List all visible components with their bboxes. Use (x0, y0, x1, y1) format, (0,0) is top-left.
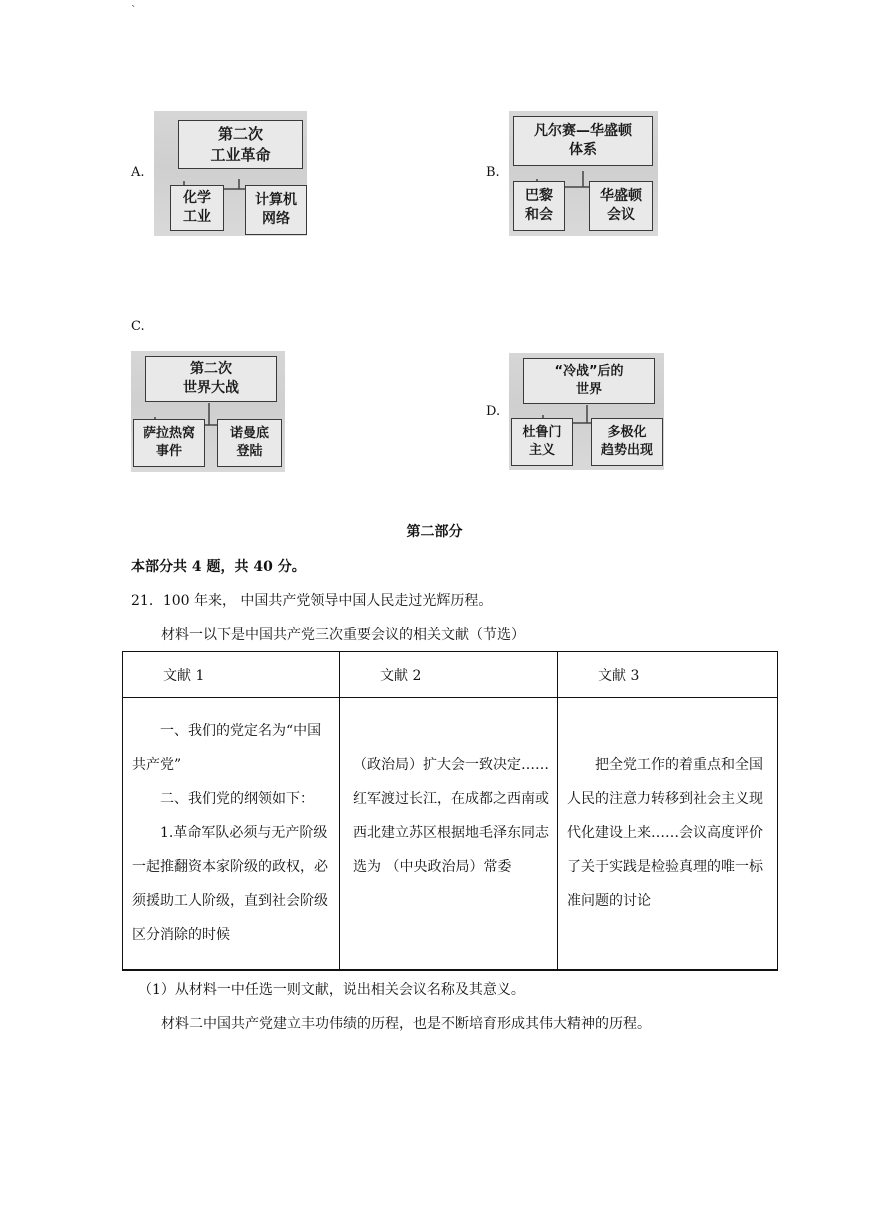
option-b-label: B. (486, 165, 500, 180)
doc-3-cell (558, 698, 778, 971)
top-box: “冷战”后的 世界 (523, 358, 655, 404)
top-box: 凡尔赛—华盛顿 体系 (513, 116, 653, 166)
header-cell: 文献 1 (123, 652, 340, 698)
doc-1-para-3: 1.革命军队必须与无产阶级一起推翻资本家阶级的政权，必须援助工人阶级，直到社会阶级区分消除的时候 (132, 825, 328, 943)
table-header-row (123, 652, 778, 698)
top-box: 第二次 世界大战 (145, 356, 277, 402)
doc-1-cell (123, 698, 340, 971)
option-c-diagram (131, 351, 285, 472)
left-box: 化学 工业 (170, 185, 224, 231)
top-box: 第二次 工业革命 (178, 120, 303, 169)
right-box: 计算机 网络 (245, 185, 307, 235)
question-21-stem: 21．100 年来， 中国共产党领导中国人民走过光辉历程。 (131, 593, 493, 609)
right-box: 多极化 趋势出现 (591, 418, 663, 466)
doc-2-cell (340, 698, 558, 971)
table-body-row (123, 698, 778, 971)
doc-3-text: 把全党工作的着重点和全国人民的注意力转移到社会主义现代化建设上来……会议高度评价了关于实践是检验真理的唯一标准问题的讨论 (567, 757, 763, 909)
material-1-intro: 材料一以下是中国共产党三次重要会议的相关文献（节选） (161, 627, 525, 643)
option-c-label: C. (131, 319, 145, 334)
header-cell: 文献 2 (340, 652, 558, 698)
left-box: 杜鲁门 主义 (511, 418, 573, 466)
right-box: 诺曼底 登陆 (217, 419, 282, 467)
left-box: 萨拉热窝 事件 (133, 419, 205, 467)
left-box: 巴黎 和会 (513, 181, 565, 231)
option-a-label: A. (131, 165, 145, 180)
doc-1-para-1: 一、我们的党定名为“中国共产党” (132, 723, 322, 773)
header-cell: 文献 3 (558, 652, 778, 698)
doc-1-para-2: 二、我们党的纲领如下： (160, 791, 314, 807)
option-d-diagram (509, 353, 664, 470)
documents-table (122, 651, 778, 971)
sub-question-1: （1）从材料一中任选一则文献，说出相关会议名称及其意义。 (138, 982, 525, 998)
corner-mark: ` (131, 4, 137, 17)
doc-2-text: （政治局）扩大会一致决定……红军渡过长江，在成都之西南或西北建立苏区根据地毛泽东同志选为 （中央政治局）常委 (353, 757, 549, 875)
right-box: 华盛顿 会议 (589, 181, 653, 231)
option-d-label: D. (486, 404, 501, 419)
section-note: 本部分共 4 题，共 40 分。 (131, 559, 306, 575)
material-2-intro: 材料二中国共产党建立丰功伟绩的历程，也是不断培育形成其伟大精神的历程。 (161, 1016, 651, 1032)
option-a-diagram (154, 111, 307, 236)
option-b-diagram (509, 111, 658, 236)
section-title: 第二部分 (406, 524, 463, 540)
